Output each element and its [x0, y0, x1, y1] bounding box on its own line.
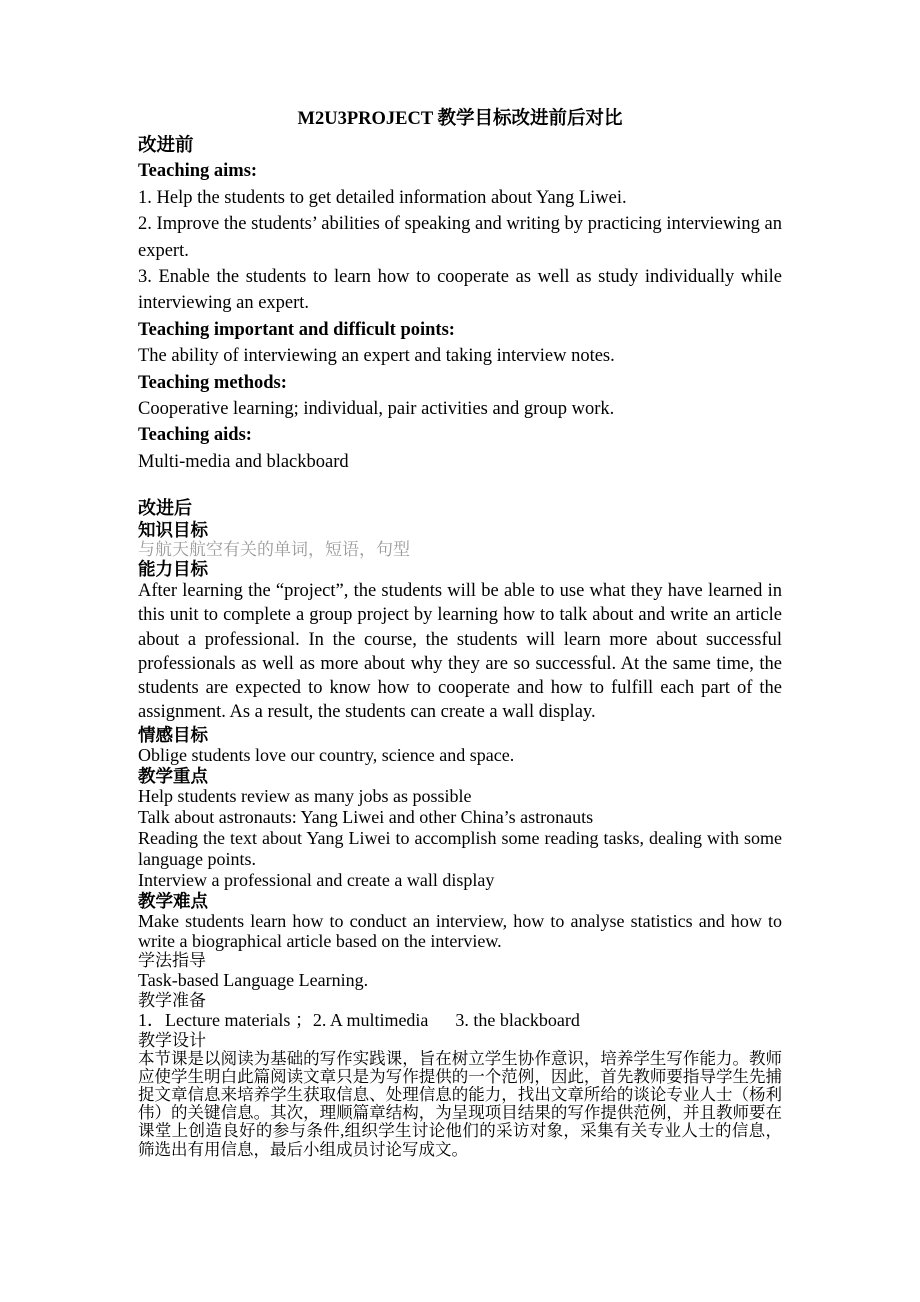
knowledge-goal-heading: 知识目标 [138, 520, 208, 541]
section-after [138, 497, 782, 1158]
section-before [138, 132, 782, 475]
study-method-text: Task-based Language Learning. [138, 969, 369, 990]
difficult-points-heading: 教学难点 [138, 890, 208, 911]
key-point-item: Help students review as many jobs as possible [138, 785, 472, 806]
teaching-aim-item: 1. Help the students to get detailed information about Yang Liwei. [138, 187, 627, 208]
document-title: M2U3PROJECT 教学目标改进前后对比 [297, 109, 623, 129]
preparation-text: 1．Lecture materials ；2. A multimedia 3. the blackboard [138, 1009, 580, 1030]
ability-goal-text: After learning the “project”, the students will be able to use what they have learned in this unit to complete a group project by learning how to talk about and write an article about a professional. In the course, the students will learn more about successful professionals as well as more about why they are so successful. At the same time, the students are expected to know how to cooperate and how to fulfill each part of the assignment. As a result, the students can create a wall display. [138, 581, 782, 723]
teaching-methods-heading: Teaching methods: [138, 372, 287, 393]
teaching-aids-heading: Teaching aids: [138, 425, 252, 446]
design-heading: 教学设计 [138, 1030, 206, 1050]
emotion-goal-text: Oblige students love our country, science and space. [138, 744, 515, 765]
key-point-item: Interview a professional and create a wall display [138, 869, 495, 890]
important-points-text: The ability of interviewing an expert and taking interview notes. [138, 346, 615, 367]
design-text: 本节课是以阅读为基础的写作实践课，旨在树立学生协作意识，培养学生写作能力。教师应使学生明白此篇阅读文章只是为写作提供的一个范例，因此，首先教师要指导学生先捕捉文章信息来培养学生获取信息、处理信息的能力，找出文章所给的谈论专业人士（杨利伟）的关键信息。其次，理顺篇章结构，为呈现项目结果的写作提供范例，并且教师要在课堂上创造良好的参与条件,组织学生讨论他们的采访对象，采集有关专业人士的信息，筛选出有用信息，最后小组成员讨论写成文。 [138, 1048, 782, 1159]
key-point-item: Talk about astronauts: Yang Liwei and other China’s astronauts [138, 806, 594, 827]
teaching-aids-text: Multi-media and blackboard [138, 451, 349, 472]
knowledge-goal-text: 与航天航空有关的单词，短语，句型 [138, 540, 410, 560]
teaching-aims-heading: Teaching aims: [138, 161, 258, 182]
study-method-heading: 学法指导 [138, 950, 206, 970]
teaching-aim-item: 2. Improve the students’ abilities of speaking and writing by practicing interviewing an expert. [138, 214, 782, 261]
before-heading: 改进前 [138, 134, 194, 155]
difficult-points-text: Make students learn how to conduct an interview, how to analyse statistics and how to write a biographical article based on the interview. [138, 910, 782, 951]
key-points-heading: 教学重点 [138, 765, 208, 786]
key-point-item: Reading the text about Yang Liwei to accomplish some reading tasks, dealing with some language points. [138, 827, 782, 869]
after-heading: 改进后 [138, 498, 192, 519]
preparation-heading: 教学准备 [138, 990, 206, 1010]
ability-goal-heading: 能力目标 [138, 559, 208, 580]
teaching-methods-text: Cooperative learning; individual, pair activities and group work. [138, 399, 615, 420]
teaching-aim-item: 3. Enable the students to learn how to cooperate as well as study individually while interviewing an expert. [138, 267, 782, 314]
emotion-goal-heading: 情感目标 [138, 724, 208, 745]
important-points-heading: Teaching important and difficult points: [138, 319, 455, 340]
